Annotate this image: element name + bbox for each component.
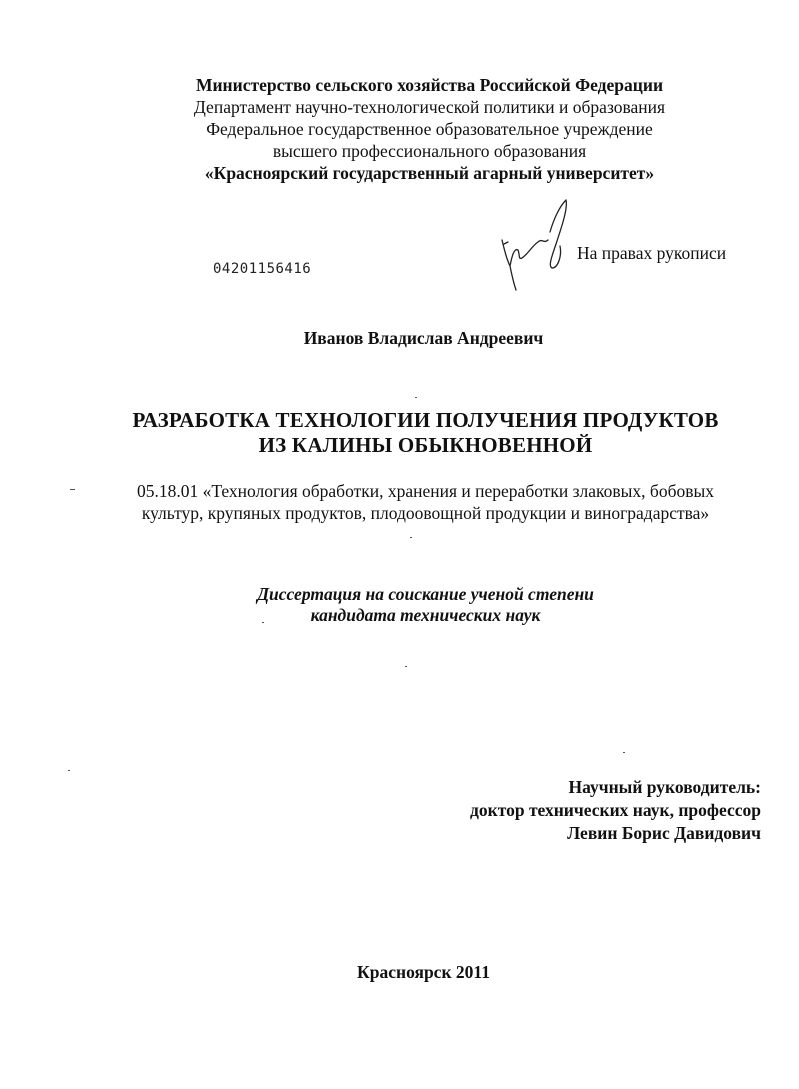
title-line-2: ИЗ КАЛИНЫ ОБЫКНОВЕННОЙ	[258, 433, 593, 457]
specialty-line-1: 05.18.01 «Технология обработки, хранения и переработки злаковых, бобовых	[136, 481, 715, 501]
handwritten-signature	[498, 196, 578, 292]
degree-statement	[26, 584, 799, 626]
author-name: Иванов Владислав Андреевич	[303, 328, 544, 348]
dissertation-title	[26, 408, 799, 458]
degree-line-1: Диссертация на соискание ученой степени	[257, 584, 594, 604]
scan-speck	[410, 537, 412, 538]
supervisor-name: Левин Борис Давидович	[567, 823, 761, 843]
supervisor-block	[470, 776, 761, 845]
specialty-line-2: культур, крупяных продуктов, плодоовощной продукции и виноградарства»	[141, 503, 710, 523]
supervisor-credentials: доктор технических наук, профессор	[470, 800, 761, 820]
scan-speck	[623, 752, 625, 753]
scan-speck	[415, 397, 417, 398]
inventory-number: 04201156416	[213, 261, 312, 277]
university-name: «Красноярский государственный агарный университет»	[204, 163, 655, 183]
document-header	[30, 74, 799, 184]
scan-speck	[262, 622, 264, 623]
degree-line-2: кандидата технических наук	[310, 605, 541, 625]
city-year: Красноярск 2011	[357, 962, 490, 982]
scan-speck	[405, 666, 407, 667]
title-line-1: РАЗРАБОТКА ТЕХНОЛОГИИ ПОЛУЧЕНИЯ ПРОДУКТОВ	[132, 408, 719, 432]
manuscript-rights-note: На правах рукописи	[577, 243, 727, 263]
scan-speck	[70, 489, 75, 490]
institution-line-1: Федеральное государственное образовательное учреждение	[206, 119, 653, 139]
scan-speck	[68, 770, 70, 771]
institution-line-2: высшего профессионального образования	[272, 141, 587, 161]
supervisor-role: Научный руководитель:	[568, 777, 761, 797]
specialty-code	[26, 480, 799, 524]
department-name: Департамент научно-технологической политики и образования	[193, 97, 666, 117]
ministry-name: Министерство сельского хозяйства Российской Федерации	[195, 75, 664, 95]
